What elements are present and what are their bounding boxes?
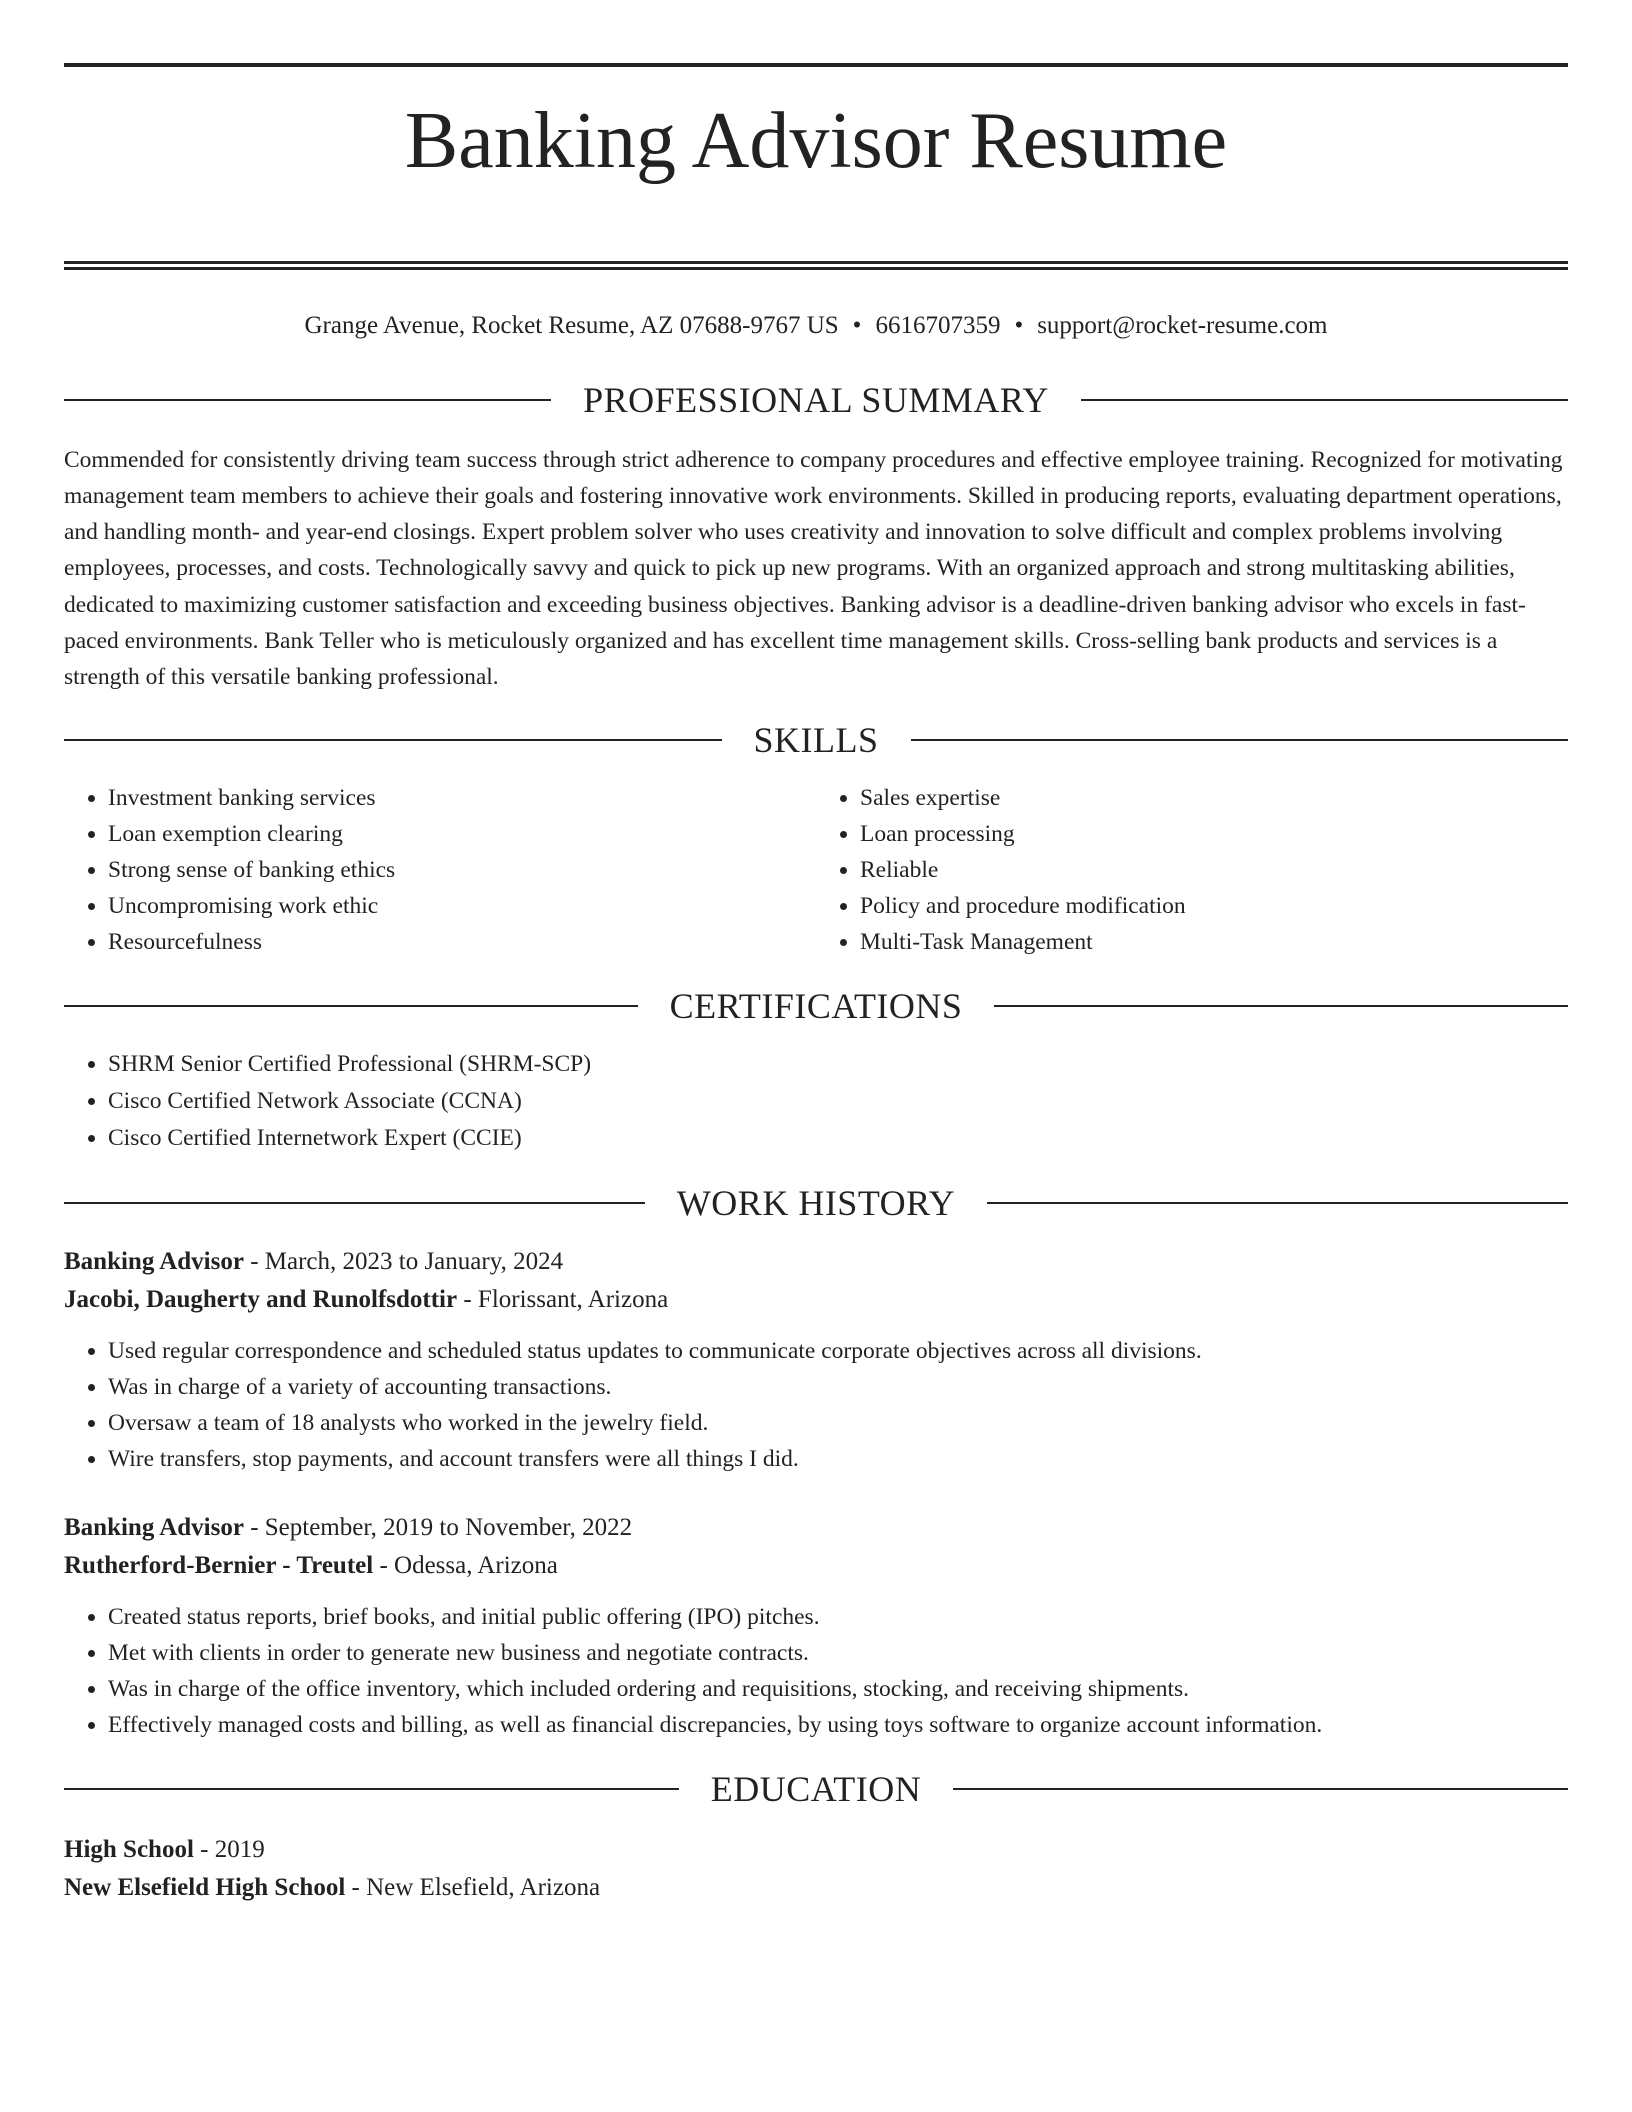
contact-line xyxy=(64,310,1568,342)
list-item: • Was in charge of a variety of accounting transactions. xyxy=(108,1369,1568,1405)
certifications-list xyxy=(64,1046,1568,1157)
job-location: - Odessa, Arizona xyxy=(373,1551,558,1579)
list-item: • Met with clients in order to generate new business and negotiate contracts. xyxy=(108,1635,1568,1671)
summary-text: Commended for consistently driving team success through strict adherence to company procedures and effective employee training. Recognized for motivating management team members to achieve their goals and fostering innovative work environments. Skilled in producing reports, evaluating department operations, and handling month- and year-end closings. Expert problem solver who uses creativity and innovation to solve difficult and complex problems involving employees, processes, and costs. Technologically savvy and quick to pick up new programs. With an organized approach and strong multitasking abilities, dedicated to maximizing customer satisfaction and exceeding business objectives. Banking advisor is a deadline-driven banking advisor who excels in fast-paced environments. Bank Teller who is meticulously organized and has excellent time management skills. Cross-selling bank products and services is a strength of this versatile banking professional. xyxy=(64,446,1563,691)
job-company-line xyxy=(64,1281,1568,1319)
job-title: Banking Advisor xyxy=(64,1513,244,1541)
section-title: WORK HISTORY xyxy=(676,1182,956,1223)
divider xyxy=(64,1202,645,1204)
divider xyxy=(64,739,722,741)
job-company-line xyxy=(64,1547,1568,1585)
list-item: • SHRM Senior Certified Professional (SHRM-SCP) xyxy=(108,1046,1568,1083)
list-item: • Multi-Task Management xyxy=(860,924,1568,960)
education-degree: High School xyxy=(64,1835,194,1863)
section-title: EDUCATION xyxy=(710,1768,922,1809)
education-entry xyxy=(64,1831,1568,1907)
job-title: Banking Advisor xyxy=(64,1247,244,1275)
list-item: • Created status reports, brief books, and initial public offering (IPO) pitches. xyxy=(108,1599,1568,1635)
education-degree-line xyxy=(64,1831,1568,1869)
education-school: New Elsefield High School xyxy=(64,1873,346,1901)
contact-email: support@rocket-resume.com xyxy=(1037,311,1328,339)
job-dates: - March, 2023 to January, 2024 xyxy=(243,1247,564,1275)
resume-page xyxy=(64,0,1568,1907)
list-item: • Cisco Certified Network Associate (CCNA) xyxy=(108,1083,1568,1120)
section-header-summary xyxy=(64,380,1568,420)
divider xyxy=(64,1005,638,1007)
resume-title: Banking Advisor Resume xyxy=(404,97,1228,185)
job-company: Jacobi, Daugherty and Runolfsdottir xyxy=(64,1285,458,1313)
section-title: PROFESSIONAL SUMMARY xyxy=(583,379,1049,420)
list-item: • Was in charge of the office inventory, which included ordering and requisitions, stocking, and receiving shipments. xyxy=(108,1671,1568,1707)
list-item: • Investment banking services xyxy=(108,780,816,816)
divider xyxy=(953,1788,1568,1790)
list-item: • Reliable xyxy=(860,852,1568,888)
education-school-line xyxy=(64,1869,1568,1907)
job-title-line xyxy=(64,1509,1568,1547)
list-item: • Sales expertise xyxy=(860,780,1568,816)
section-title: CERTIFICATIONS xyxy=(669,985,963,1026)
list-item: • Cisco Certified Internetwork Expert (CCIE) xyxy=(108,1120,1568,1157)
contact-phone: 6616707359 xyxy=(875,311,1001,339)
skills-column-left xyxy=(64,780,816,960)
job-dates: - September, 2019 to November, 2022 xyxy=(243,1513,633,1541)
top-rule xyxy=(64,63,1568,67)
job-company: Rutherford-Bernier - Treutel xyxy=(64,1551,374,1579)
divider xyxy=(987,1202,1568,1204)
contact-address: Grange Avenue, Rocket Resume, AZ 07688-9767 US xyxy=(304,311,839,339)
section-header-work-history xyxy=(64,1183,1568,1223)
job-bullets xyxy=(64,1599,1568,1743)
job-bullets xyxy=(64,1333,1568,1477)
list-item: • Policy and procedure modification xyxy=(860,888,1568,924)
list-item: • Wire transfers, stop payments, and account transfers were all things I did. xyxy=(108,1441,1568,1477)
list-item: • Resourcefulness xyxy=(108,924,816,960)
education-year: - 2019 xyxy=(193,1835,265,1863)
section-header-skills xyxy=(64,720,1568,760)
divider xyxy=(994,1005,1568,1007)
education-location: - New Elsefield, Arizona xyxy=(345,1873,601,1901)
section-title: SKILLS xyxy=(753,719,879,760)
list-item: • Used regular correspondence and scheduled status updates to communicate corporate objectives across all divisions. xyxy=(108,1333,1568,1369)
list-item: • Loan exemption clearing xyxy=(108,816,816,852)
job-entry xyxy=(64,1243,1568,1477)
list-item: • Oversaw a team of 18 analysts who worked in the jewelry field. xyxy=(108,1405,1568,1441)
skills-list xyxy=(64,780,1568,960)
section-header-certifications xyxy=(64,986,1568,1026)
contact-separator: • xyxy=(1014,311,1024,339)
divider xyxy=(1081,399,1568,401)
list-item: • Strong sense of banking ethics xyxy=(108,852,816,888)
divider xyxy=(64,399,551,401)
list-item: • Uncompromising work ethic xyxy=(108,888,816,924)
job-location: - Florissant, Arizona xyxy=(457,1285,669,1313)
divider xyxy=(64,1788,679,1790)
list-item: • Loan processing xyxy=(860,816,1568,852)
list-item: • Effectively managed costs and billing, as well as financial discrepancies, by using toys software to organize account information. xyxy=(108,1707,1568,1743)
contact-separator: • xyxy=(852,311,862,339)
job-entry xyxy=(64,1509,1568,1743)
divider xyxy=(911,739,1569,741)
section-header-education xyxy=(64,1769,1568,1809)
job-title-line xyxy=(64,1243,1568,1281)
skills-column-right xyxy=(816,780,1568,960)
double-rule xyxy=(64,261,1568,270)
